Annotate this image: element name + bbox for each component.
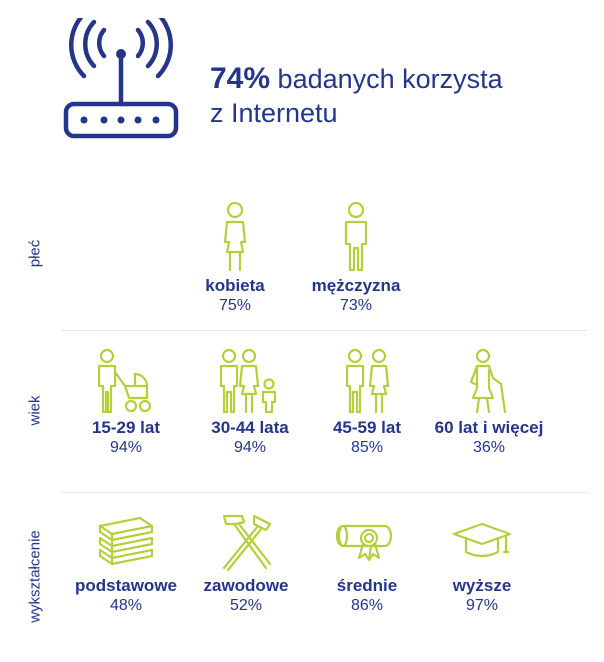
diploma-icon	[335, 512, 399, 572]
item-label: średnie	[336, 576, 398, 595]
woman-icon	[215, 200, 255, 272]
headline-percent: 74%	[210, 62, 271, 95]
family-icon	[215, 348, 285, 414]
books-icon	[94, 512, 158, 572]
headline-text-line1: badanych korzysta	[270, 64, 503, 94]
item-value: 86%	[350, 597, 384, 614]
item-value: 48%	[109, 597, 143, 614]
hammers-icon	[214, 512, 278, 572]
item-label: kobieta	[205, 276, 265, 295]
divider	[62, 330, 587, 331]
man-icon	[336, 200, 376, 272]
item-value: 94%	[109, 439, 143, 456]
headline	[210, 62, 503, 130]
item-value: 73%	[339, 297, 373, 314]
item-podstawowe	[56, 512, 196, 615]
parent-with-stroller-icon	[91, 348, 161, 414]
section-label-education: wykształcenie	[26, 530, 44, 623]
divider	[62, 492, 587, 493]
graduation-cap-icon	[450, 512, 514, 572]
item-value: 94%	[233, 439, 267, 456]
item-label: zawodowe	[203, 576, 289, 595]
headline-text-line2: z Internetu	[210, 98, 338, 128]
couple-icon	[337, 348, 397, 414]
section-label-gender: płeć	[26, 239, 44, 268]
item-45-59	[297, 348, 437, 457]
item-60-plus	[419, 348, 559, 457]
item-label: 15-29 lat	[91, 418, 161, 437]
wifi-router-icon	[62, 18, 180, 142]
item-label: 30-44 lata	[211, 418, 289, 437]
item-mezczyzna	[286, 200, 426, 315]
item-value: 75%	[218, 297, 252, 314]
item-label: wyższe	[452, 576, 512, 595]
item-value: 36%	[472, 439, 506, 456]
item-label: mężczyzna	[311, 276, 401, 295]
item-15-29	[56, 348, 196, 457]
item-label: podstawowe	[74, 576, 177, 595]
item-value: 85%	[350, 439, 384, 456]
elderly-person-icon	[459, 348, 519, 414]
item-zawodowe	[176, 512, 316, 615]
item-label: 45-59 lat	[332, 418, 402, 437]
item-kobieta	[165, 200, 305, 315]
item-value: 52%	[229, 597, 263, 614]
item-value: 97%	[465, 597, 499, 614]
item-label: 60 lat i więcej	[434, 418, 544, 437]
item-wyzsze	[412, 512, 552, 615]
section-label-age: wiek	[26, 395, 44, 426]
